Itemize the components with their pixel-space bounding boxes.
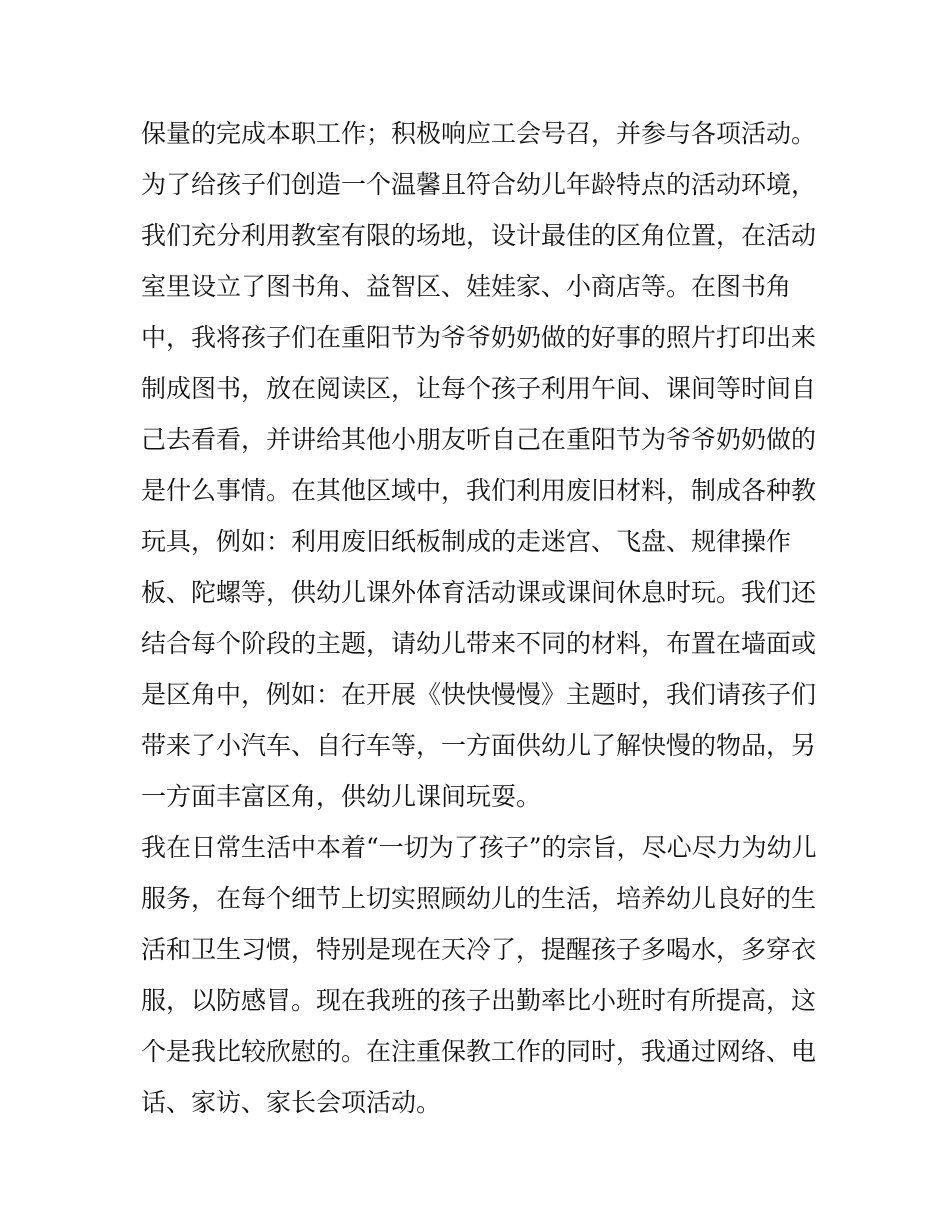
text-line: 个是我比较欣慰的。在注重保教工作的同时，我通过网络、电 xyxy=(141,1037,817,1066)
text-line: 是区角中，例如：在开展《快快慢慢》主题时，我们请孩子们 xyxy=(141,680,817,709)
text-line: 结合每个阶段的主题，请幼儿带来不同的材料，布置在墙面或 xyxy=(141,629,817,658)
text-line: 保量的完成本职工作；积极响应工会号召，并参与各项活动。 xyxy=(141,119,817,148)
text-line: 室里设立了图书角、益智区、娃娃家、小商店等。在图书角 xyxy=(141,272,792,301)
text-line: 服，以防感冒。现在我班的孩子出勤率比小班时有所提高，这 xyxy=(141,986,817,1015)
text-line: 活和卫生习惯，特别是现在天冷了，提醒孩子多喝水，多穿衣 xyxy=(141,935,817,964)
text-line: 玩具，例如：利用废旧纸板制成的走迷宫、飞盘、规律操作 xyxy=(141,527,792,556)
text-line: 带来了小汽车、自行车等，一方面供幼儿了解快慢的物品，另 xyxy=(141,731,817,760)
text-line: 板、陀螺等，供幼儿课外体育活动课或课间休息时玩。我们还 xyxy=(141,578,817,607)
text-line: 制成图书，放在阅读区，让每个孩子利用午间、课间等时间自 xyxy=(141,374,817,403)
body-text xyxy=(141,108,821,1128)
text-line: 中，我将孩子们在重阳节为爷爷奶奶做的好事的照片打印出来 xyxy=(141,323,817,352)
text-line: 服务，在每个细节上切实照顾幼儿的生活，培养幼儿良好的生 xyxy=(141,884,817,913)
text-line: 我在日常生活中本着“一切为了孩子”的宗旨，尽心尽力为幼儿 xyxy=(141,833,817,862)
text-line: 话、家访、家长会项活动。 xyxy=(141,1088,442,1117)
text-line: 是什么事情。在其他区域中，我们利用废旧材料，制成各种教 xyxy=(141,476,817,505)
text-line: 为了给孩子们创造一个温馨且符合幼儿年龄特点的活动环境， xyxy=(141,170,817,199)
text-line: 一方面丰富区角，供幼儿课间玩耍。 xyxy=(141,782,542,811)
text-line: 己去看看，并讲给其他小朋友听自己在重阳节为爷爷奶奶做的 xyxy=(141,425,817,454)
text-line: 我们充分利用教室有限的场地，设计最佳的区角位置，在活动 xyxy=(141,221,817,250)
